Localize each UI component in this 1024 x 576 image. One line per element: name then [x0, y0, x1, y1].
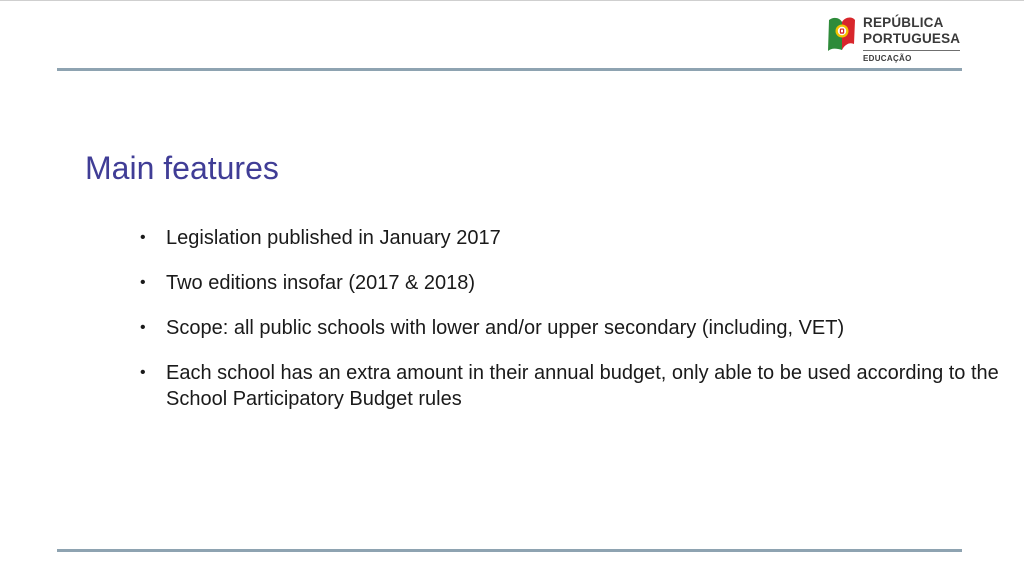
bullet-text: Two editions insofar (2017 & 2018) [166, 272, 476, 294]
header-divider [57, 68, 962, 71]
bullet-item [140, 270, 1010, 296]
republica-portuguesa-logo [826, 12, 966, 68]
footer-divider [57, 549, 962, 552]
bullet-marker: • [140, 274, 146, 291]
logo-text-educacao: EDUCAÇÃO [863, 54, 912, 63]
logo-text-portuguesa: PORTUGUESA [863, 31, 961, 46]
bullet-marker: • [140, 229, 146, 246]
bullet-text: Legislation published in January 2017 [166, 227, 501, 249]
logo-divider [863, 50, 960, 51]
logo-text-republica: REPÚBLICA [863, 15, 944, 30]
slide-title: Main features [85, 150, 279, 186]
bullet-item [140, 360, 1010, 412]
portuguese-flag-emblem-icon [826, 14, 856, 52]
top-border [0, 0, 1024, 1]
bullet-text: Each school has an extra amount in their annual budget, only able to be used according to the School Participatory Budget rules [166, 362, 999, 410]
bullet-item [140, 225, 1010, 251]
bullet-text: Scope: all public schools with lower and/or upper secondary (including, VET) [166, 317, 845, 339]
bullet-marker: • [140, 364, 146, 381]
bullet-list [140, 225, 1010, 431]
bullet-item [140, 315, 1010, 341]
bullet-marker: • [140, 319, 146, 336]
